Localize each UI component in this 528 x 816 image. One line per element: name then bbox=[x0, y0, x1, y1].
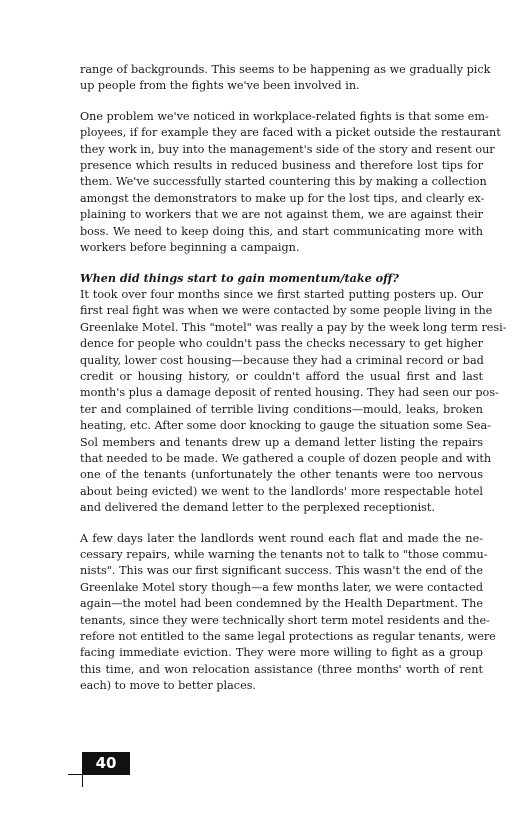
text-line: each) to move to better places. bbox=[80, 679, 256, 693]
text-line: tenants, since they were technically short term motel residents and the- bbox=[80, 613, 490, 627]
text-line: they work in, buy into the management's side of the story and resent our bbox=[80, 142, 495, 156]
text-line: up people from the fights we've been involved in. bbox=[80, 79, 360, 93]
text-line: facing immediate eviction. They were more willing to fight as a group bbox=[80, 646, 483, 660]
text-line: credit or housing history, or couldn't afford the usual first and last bbox=[80, 369, 483, 383]
text-line: It took over four months since we first started putting posters up. Our bbox=[80, 287, 483, 301]
text-line: dence for people who couldn't pass the checks necessary to get higher bbox=[80, 337, 483, 351]
folio-rule bbox=[68, 774, 130, 775]
page-folio bbox=[68, 748, 148, 788]
paragraph-1 bbox=[80, 62, 491, 95]
text-line: month's plus a damage deposit of rented housing. They had seen our pos- bbox=[80, 386, 499, 400]
text-line: this time, and won relocation assistance (three months' worth of rent bbox=[80, 662, 483, 676]
section-heading: When did things start to gain momentum/take off? bbox=[80, 271, 399, 286]
text-line: again—the motel had been condemned by the Health Department. The bbox=[80, 597, 483, 611]
text-line: plaining to workers that we are not against them, we are against their bbox=[80, 208, 483, 222]
text-line: Greenlake Motel. This "motel" was really a pay by the week long term resi- bbox=[80, 320, 507, 334]
text-line: boss. We need to keep doing this, and start communicating more with bbox=[80, 224, 483, 238]
page-body bbox=[80, 62, 507, 695]
text-line: ployees, if for example they are faced with a picket outside the restaurant bbox=[80, 126, 501, 140]
text-line: Greenlake Motel story though—a few months later, we were contacted bbox=[80, 580, 483, 594]
text-line: cessary repairs, while warning the tenants not to talk to "those commu- bbox=[80, 547, 488, 561]
text-line: one of the tenants (unfortunately the other tenants were too nervous bbox=[80, 468, 483, 482]
text-line: nists". This was our first significant success. This wasn't the end of the bbox=[80, 564, 483, 578]
page-number: 40 bbox=[82, 752, 130, 774]
text-line: workers before beginning a campaign. bbox=[80, 241, 300, 255]
text-line: range of backgrounds. This seems to be happening as we gradually pick bbox=[80, 63, 491, 76]
text-line: first real fight was when we were contacted by some people living in the bbox=[80, 304, 493, 318]
paragraph-4 bbox=[80, 531, 496, 695]
text-line: presence which results in reduced business and therefore lost tips for bbox=[80, 159, 483, 173]
text-line: quality, lower cost housing—because they had a criminal record or bad bbox=[80, 353, 484, 367]
text-line: ter and complained of terrible living conditions—mould, leaks, broken bbox=[80, 402, 483, 416]
text-line: and delivered the demand letter to the perplexed receptionist. bbox=[80, 501, 435, 515]
text-line: heating, etc. After some door knocking to gauge the situation some Sea- bbox=[80, 419, 491, 433]
paragraph-2 bbox=[80, 109, 501, 257]
text-line: amongst the demonstrators to make up for the lost tips, and clearly ex- bbox=[80, 191, 485, 205]
text-line: that needed to be made. We gathered a couple of dozen people and with bbox=[80, 451, 492, 465]
text-line: A few days later the landlords went round each flat and made the ne- bbox=[80, 531, 483, 545]
text-line: Sol members and tenants drew up a demand letter listing the repairs bbox=[80, 435, 483, 449]
text-line: One problem we've noticed in workplace-related fights is that some em- bbox=[80, 109, 489, 123]
text-line: about being evicted) we went to the landlords' more respectable hotel bbox=[80, 484, 483, 498]
paragraph-3 bbox=[80, 270, 507, 516]
text-line: refore not entitled to the same legal protections as regular tenants, were bbox=[80, 630, 496, 643]
text-line: them. We've successfully started countering this by making a collection bbox=[80, 175, 487, 189]
